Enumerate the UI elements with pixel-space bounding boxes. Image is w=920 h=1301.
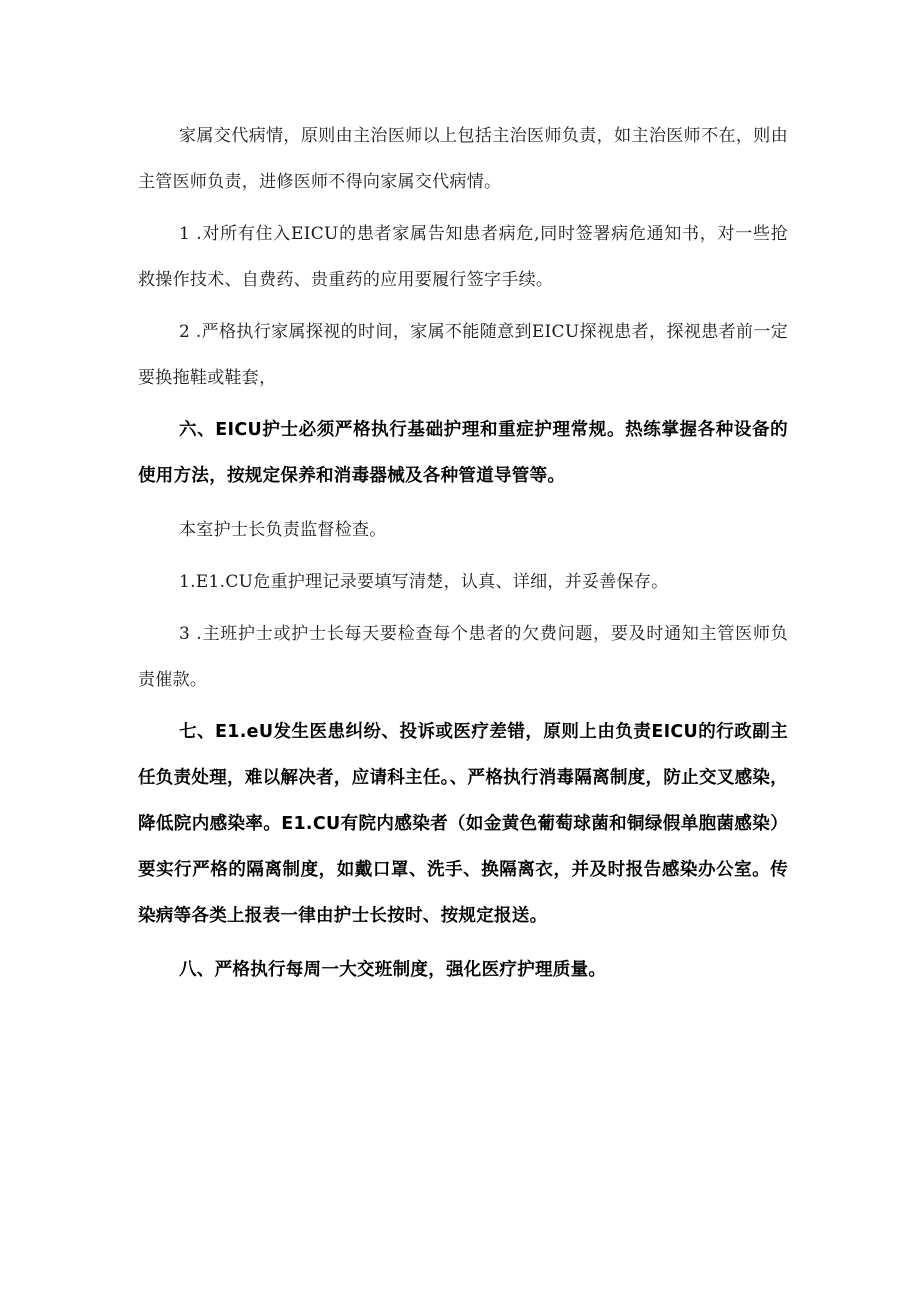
paragraph-head-nurse-supervision: 本室护士长负责监督检查。 bbox=[179, 520, 387, 540]
paragraph-section-7-disputes: 七、E1.eU发生医患纠纷、投诉或医疗差错，原则上由负责EICU的行政副主任负责处理，难以解决者，应请科主任。、严格执行消毒隔离制度，防止交叉感染，降低院内感染率。E1.CU有院内感染者（如金黄色葡萄球菌和铜绿假单胞菌感染）要实行严格的隔离制度，如戴口罩、洗手、换隔离衣，并及时报告感染办公室。传染病等各类上报表一律由护士长按时、按规定报送。 bbox=[138, 722, 788, 926]
paragraph-item-3-arrears: 3 .主班护士或护士长每天要检查每个患者的欠费问题，要及时通知主管医师负责催款。 bbox=[138, 624, 788, 690]
paragraph-item-1-critical-notice: 1 .对所有住入EICU的患者家属告知患者病危,同时签署病危通知书，对一些抢救操作技术、自费药、贵重药的应用要履行签字手续。 bbox=[138, 224, 788, 290]
paragraph-item-1-nursing-record: 1.E1.CU危重护理记录要填写清楚，认真、详细，并妥善保存。 bbox=[179, 572, 669, 592]
paragraph-section-6-nursing: 六、EICU护士必须严格执行基础护理和重症护理常规。热练掌握各种设备的使用方法，按规定保养和消毒器械及各种管道导管等。 bbox=[138, 420, 788, 486]
paragraph-item-2-visiting: 2 .严格执行家属探视的时间，家属不能随意到EICU探视患者，探视患者前一定要换拖鞋或鞋套， bbox=[138, 322, 788, 388]
paragraph-family-communication: 家属交代病情，原则由主治医师以上包括主治医师负责，如主治医师不在，则由主管医师负责，进修医师不得向家属交代病情。 bbox=[138, 126, 788, 192]
document-body bbox=[138, 113, 788, 993]
paragraph-section-8-handover: 八、严格执行每周一大交班制度，强化医疗护理质量。 bbox=[179, 960, 607, 980]
